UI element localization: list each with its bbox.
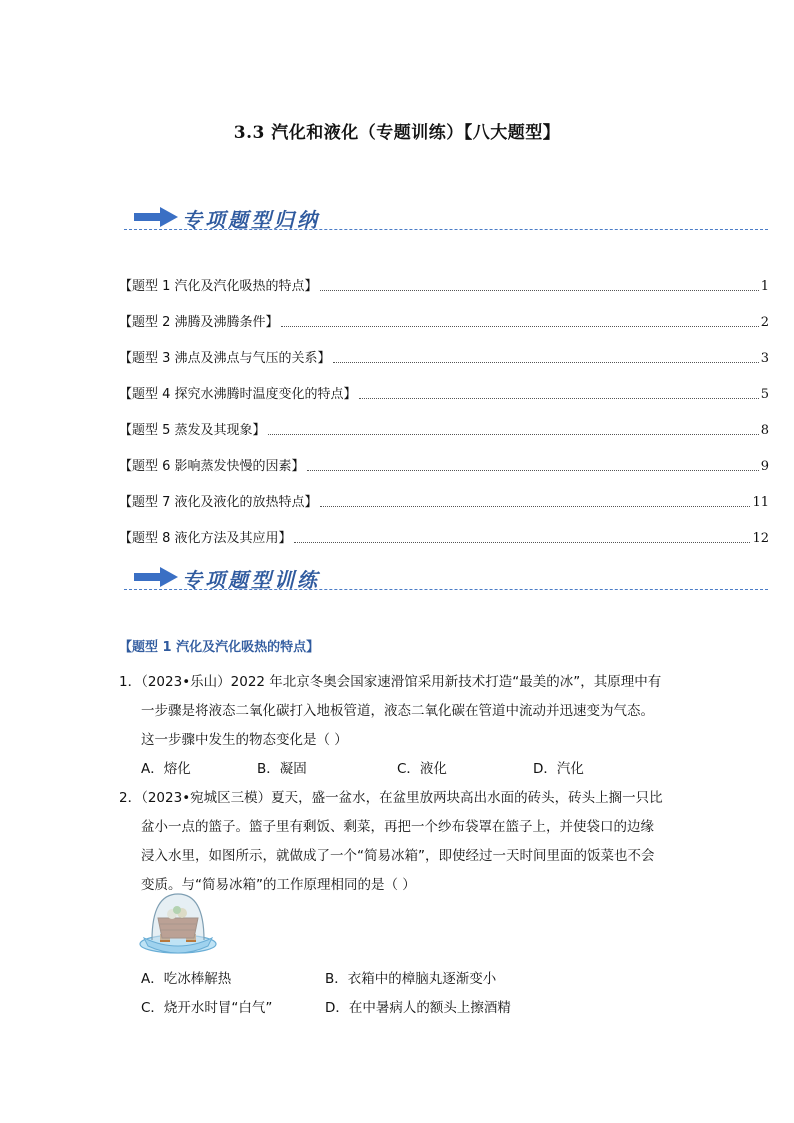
toc-leader-dots xyxy=(320,290,759,291)
toc-item-label: 【题型 8 液化方法及其应用】 xyxy=(119,531,292,546)
question-text-line: 这一步骤中发生的物态变化是（ ） xyxy=(141,732,348,748)
toc-item[interactable] xyxy=(119,474,769,510)
toc-item[interactable] xyxy=(119,330,769,366)
page-title: 3.3 汽化和液化（专题训练）【八大题型】 xyxy=(233,123,561,143)
question-text-line: 盆小一点的篮子。篮子里有剩饭、剩菜，再把一个纱布袋罩在篮子上，并使袋口的边缘 xyxy=(141,819,654,835)
toc-leader-dots xyxy=(307,470,759,471)
arrow-right-icon xyxy=(134,207,178,227)
option-c[interactable]: C．烧开水时冒“白气” xyxy=(141,1000,273,1016)
toc-item[interactable] xyxy=(119,510,769,546)
answer-options xyxy=(119,755,689,784)
toc-leader-dots xyxy=(359,398,759,399)
toc-item-label: 【题型 6 影响蒸发快慢的因素】 xyxy=(119,459,305,474)
toc-leader-dots xyxy=(320,506,751,507)
toc-item-page: 5 xyxy=(760,387,769,402)
section-divider xyxy=(124,589,768,590)
option-d[interactable]: D．在中暑病人的额头上擦酒精 xyxy=(325,1000,511,1016)
option-a[interactable]: A．吃冰棒解热 xyxy=(141,971,232,987)
toc-item-page: 1 xyxy=(760,279,769,294)
toc-item-page: 2 xyxy=(760,315,769,330)
toc-item-label: 【题型 5 蒸发及其现象】 xyxy=(119,423,266,438)
question-text-line: 浸入水里，如图所示，就做成了一个“简易冰箱”，即使经过一天时间里面的饭菜也不会 xyxy=(141,848,655,864)
section-title-training: 专项题型训练 xyxy=(182,568,320,592)
question-text-line: 变质。与“简易冰箱”的工作原理相同的是（ ） xyxy=(141,877,416,893)
option-a[interactable]: A．熔化 xyxy=(141,761,191,777)
toc-leader-dots xyxy=(333,362,759,363)
toc-item[interactable] xyxy=(119,438,769,474)
question-text-line: 一步骤是将液态二氧化碳打入地板管道，液态二氧化碳在管道中流动并迅速变为气态。 xyxy=(141,703,654,719)
toc-item-page: 8 xyxy=(760,423,769,438)
table-of-contents xyxy=(119,258,769,546)
toc-item[interactable] xyxy=(119,402,769,438)
toc-leader-dots xyxy=(294,542,751,543)
toc-item-label: 【题型 1 汽化及汽化吸热的特点】 xyxy=(119,279,318,294)
section-divider xyxy=(124,229,768,230)
toc-leader-dots xyxy=(281,326,759,327)
toc-item-page: 3 xyxy=(760,351,769,366)
option-b[interactable]: B．衣箱中的樟脑丸逐渐变小 xyxy=(325,971,497,987)
answer-options-row-1 xyxy=(119,965,689,994)
section-title-summary: 专项题型归纳 xyxy=(182,208,320,232)
toc-item[interactable] xyxy=(119,366,769,402)
toc-item-page: 12 xyxy=(752,531,769,546)
question-2-options xyxy=(119,965,689,1023)
toc-item-page: 11 xyxy=(752,495,769,510)
toc-item[interactable] xyxy=(119,294,769,330)
option-c[interactable]: C．液化 xyxy=(397,761,447,777)
toc-item-page: 9 xyxy=(760,459,769,474)
toc-item-label: 【题型 2 沸腾及沸腾条件】 xyxy=(119,315,279,330)
section-header-summary xyxy=(124,202,768,232)
section-header-training xyxy=(124,562,768,592)
toc-item-label: 【题型 4 探究水沸腾时温度变化的特点】 xyxy=(119,387,357,402)
toc-leader-dots xyxy=(268,434,759,435)
question-text-line: 1．（2023•乐山）2022 年北京冬奥会国家速滑馆采用新技术打造“最美的冰”，其原理中有 xyxy=(119,674,662,690)
question-2 xyxy=(119,784,689,900)
question-type-heading: 【题型 1 汽化及汽化吸热的特点】 xyxy=(119,640,320,655)
arrow-right-icon xyxy=(134,567,178,587)
toc-item[interactable] xyxy=(119,258,769,294)
toc-item-label: 【题型 3 沸点及沸点与气压的关系】 xyxy=(119,351,331,366)
toc-item-label: 【题型 7 液化及液化的放热特点】 xyxy=(119,495,318,510)
answer-options-row-2 xyxy=(119,994,689,1023)
question-1 xyxy=(119,668,689,784)
question-text-line: 2．（2023•宛城区三模）夏天，盛一盆水，在盆里放两块高出水面的砖头，砖头上搁一只比 xyxy=(119,790,663,806)
simple-ice-box-illustration xyxy=(138,888,218,958)
option-b[interactable]: B．凝固 xyxy=(257,761,307,777)
option-d[interactable]: D．汽化 xyxy=(533,761,584,777)
